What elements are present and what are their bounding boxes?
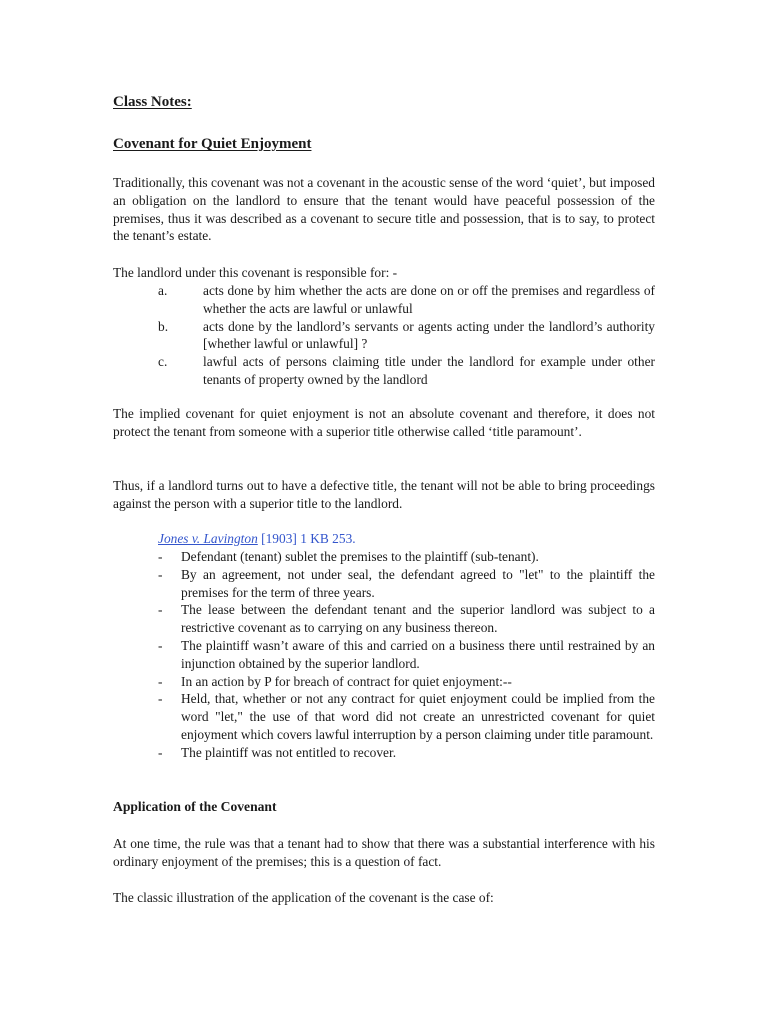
list-item-text: acts done by the landlord’s servants or agents acting under the landlord’s authority [whether lawful or unlawful] ? [203,318,655,352]
list-item [113,318,655,354]
list-item [158,744,655,762]
case-name-link[interactable]: Jones v. Lavington [158,531,258,546]
list-item [158,548,655,566]
responsibilities-intro: The landlord under this covenant is responsible for: - [113,265,398,280]
list-item-text: lawful acts of persons claiming title under the landlord for example under other tenants of property owned by the landlord [203,354,655,387]
dash-bullet: - [158,744,163,760]
list-item [113,353,655,389]
list-letter: c. [158,354,168,370]
page-subtitle: Covenant for Quiet Enjoyment [113,136,312,152]
list-item-text: By an agreement, not under seal, the defendant agreed to "let" to the plaintiff the premises for the term of three years. [181,566,655,600]
page-title: Class Notes: [113,94,192,110]
list-item [158,601,655,637]
list-letter: b. [158,318,169,334]
list-item [158,566,655,602]
list-letter: a. [158,283,168,298]
case-citation[interactable] [158,530,356,548]
list-item [158,673,655,691]
responsibilities-list [113,282,655,389]
dash-bullet: - [158,637,163,653]
paragraph-intro: Traditionally, this covenant was not a covenant in the acoustic sense of the word ‘quiet’, but imposed an obligation on the landlord to ensure that the tenant would have peaceful possession of the premises, thus it was described as a covenant to secure title and possession, that is to say, to protect the tenant’s estate. [113,175,655,244]
dash-bullet: - [158,566,163,582]
paragraph-defective-title: Thus, if a landlord turns out to have a defective title, the tenant will not be able to bring proceedings against the person with a superior title to the landlord. [113,478,655,511]
list-item [158,637,655,673]
section-heading-application: Application of the Covenant [113,799,277,814]
list-item-text: The plaintiff wasn’t aware of this and carried on a business there until restrained by an injunction obtained by the superior landlord. [181,637,655,671]
paragraph-not-absolute: The implied covenant for quiet enjoyment is not an absolute covenant and therefore, it does not protect the tenant from someone with a superior title otherwise called ‘title paramount’. [113,406,655,439]
case-facts-list [158,548,655,762]
dash-bullet: - [158,549,163,564]
list-item-text: In an action by P for breach of contract for quiet enjoyment:-- [181,673,512,689]
dash-bullet: - [158,673,163,689]
list-item-text: Defendant (tenant) sublet the premises to the plaintiff (sub-tenant). [181,549,539,564]
list-item [158,690,655,743]
paragraph-classic-illustration: The classic illustration of the application of the covenant is the case of: [113,890,494,905]
list-item-text: acts done by him whether the acts are done on or off the premises and regardless of whether the acts are lawful or unlawful [203,283,655,316]
list-item-text: The plaintiff was not entitled to recover. [181,744,397,760]
list-item [113,282,655,318]
list-item-text: The lease between the defendant tenant and the superior landlord was subject to a restrictive covenant as to carrying on any business thereon. [181,602,655,636]
list-item-text: Held, that, whether or not any contract for quiet enjoyment could be implied from the word "let," the use of that word did not create an unrestricted covenant for quiet enjoyment which covers lawful interruption by a person claiming under title paramount. [181,691,655,742]
case-citation-ref: [1903] 1 KB 253. [257,531,356,546]
dash-bullet: - [158,602,163,618]
dash-bullet: - [158,691,163,707]
paragraph-substantial-interference: At one time, the rule was that a tenant had to show that there was a substantial interference with his ordinary enjoyment of the premises; this is a question of fact. [113,836,655,869]
